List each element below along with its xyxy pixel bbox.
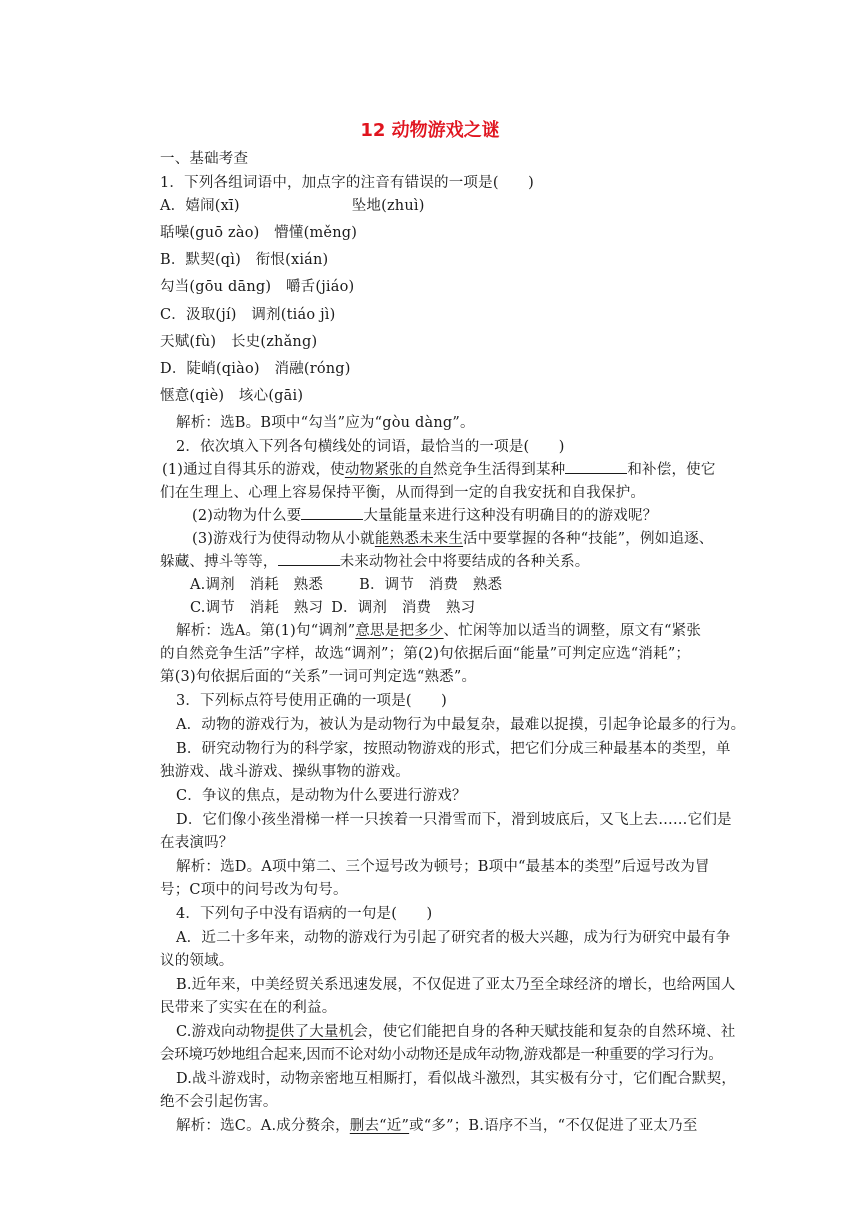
q2-sentence1-line1 <box>162 461 716 479</box>
q2-answer-text2: 、忙闲等加以适当的调整，原文有“紧张 <box>443 623 702 639</box>
q2-s3-text: (3)游戏行为使得动物从小就 <box>192 531 375 547</box>
q2-sentence3-line2 <box>160 553 590 571</box>
q1-b-word3: 勾当(gōu dāng) <box>160 279 272 295</box>
q4-option-a-line1: A．近二十多年来，动物的游戏行为引起了研究者的极大兴趣，成为行为研究中最有争 <box>176 930 731 946</box>
q4-option-c-line1 <box>176 1023 736 1041</box>
q2-s1-underlined: 动物紧张的自 <box>344 462 434 478</box>
q1-c-word4: 长史(zhǎng) <box>230 334 318 350</box>
q3-option-d-line1: D．它们像小孩坐滑梯一样一只挨着一只滑雪而下，滑到坡底后，又飞上去……它们是 <box>176 812 732 828</box>
q2-answer-underlined: 意思是把多少 <box>355 623 444 639</box>
q1-b-word1: B．默契(qì) <box>160 252 241 268</box>
q3-option-b-line2: 独游戏、战斗游戏、操纵事物的游戏。 <box>160 764 410 780</box>
q1-c-word2: 调剂(tiáo jì) <box>251 307 336 323</box>
q1-option-c-line2 <box>160 333 317 351</box>
q2-s3-text4: 未来动物社会中将要结成的各种关系。 <box>339 554 590 570</box>
section-heading: 一、基础考查 <box>160 151 249 167</box>
q4-c-text: C.游戏向动物 <box>176 1024 266 1040</box>
q1-option-c-line1 <box>160 306 335 324</box>
q1-c-word1: C．汲取(jí) <box>160 307 237 323</box>
q1-d-word2: 消融(róng) <box>274 361 351 377</box>
q4-c-text2: 会，使它们能把自身的各种天赋技能和复杂的自然环境、社 <box>353 1024 736 1040</box>
q2-option-a: A.调剂 消耗 熟悉 <box>190 577 324 593</box>
q2-s3-text3: 躲藏、搏斗等等， <box>160 554 278 570</box>
q1-option-d-line1 <box>160 360 351 378</box>
q2-option-c: C.调节 消耗 熟习 <box>190 600 324 616</box>
q2-s1-text3: 和补偿，使它 <box>627 462 716 478</box>
q3-option-a: A．动物的游戏行为，被认为是动物行为中最复杂，最难以捉摸，引起争论最多的行为。 <box>176 717 746 733</box>
q1-option-b-line1 <box>160 251 328 269</box>
q1-a-word1: A．嬉闹(xī) <box>160 198 240 214</box>
q2-options-cd <box>190 599 475 617</box>
q4-option-d-line1: D.战斗游戏时，动物亲密地互相厮打，看似战斗激烈，其实极有分寸，它们配合默契， <box>176 1071 737 1087</box>
q1-a-word3: 聒噪(guō zào) <box>160 225 260 241</box>
q2-stem: 2．依次填入下列各句横线处的词语，最恰当的一项是( ) <box>176 439 565 455</box>
q2-answer-line1 <box>176 622 701 640</box>
q1-c-word3: 天赋(fù) <box>160 334 217 350</box>
q4-answer-text2: 或“多”；B.语序不当，“不仅促进了亚太乃至 <box>409 1118 698 1134</box>
q2-s1-text: (1)通过自得其乐的游戏，使 <box>162 462 345 478</box>
q3-answer-line2: 号；C项中的问号改为句号。 <box>160 882 348 898</box>
q3-answer-line1: 解析：选D。A项中第二、三个逗号改为顿号；B项中“最基本的类型”后逗号改为冒 <box>176 859 710 875</box>
q2-s3-text2: 活中要掌握的各种“技能”，例如追逐、 <box>463 531 714 547</box>
q2-option-d: D．调剂 消费 熟习 <box>331 600 476 616</box>
q4-c-underlined: 提供了大量机 <box>265 1024 354 1040</box>
q4-answer-line1 <box>176 1117 698 1135</box>
fill-blank-3 <box>278 553 340 566</box>
q3-option-c: C．争议的焦点，是动物为什么要进行游戏？ <box>176 788 467 804</box>
q1-a-word2: 坠地(zhuì) <box>351 198 425 214</box>
q2-sentence2 <box>192 507 657 525</box>
q4-option-d-line2: 绝不会引起伤害。 <box>160 1094 278 1110</box>
q3-stem: 3．下列标点符号使用正确的一项是( ) <box>176 693 448 709</box>
q3-option-d-line2: 在表演吗？ <box>160 835 234 851</box>
q4-answer-underlined: 删去“近” <box>349 1118 410 1134</box>
q2-sentence3-line1 <box>192 530 713 548</box>
q3-option-b-line1: B．研究动物行为的科学家，按照动物游戏的形式，把它们分成三种最基本的类型，单 <box>176 741 731 757</box>
q1-d-word3: 惬意(qiè) <box>160 388 225 404</box>
q2-sentence1-line2: 们在生理上、心理上容易保持平衡，从而得到一定的自我安抚和自我保护。 <box>160 485 646 501</box>
q2-s2-text: (2)动物为什么要 <box>192 508 302 524</box>
q2-answer-text: 解析：选A。第(1)句“调剂” <box>176 623 356 639</box>
q1-option-b-line2 <box>160 278 354 296</box>
q4-answer-text: 解析：选C。A.成分赘余， <box>176 1118 350 1134</box>
q1-option-d-line2 <box>160 387 303 405</box>
q1-stem: 1．下列各组词语中，加点字的注音有错误的一项是( ) <box>160 175 534 191</box>
q2-s2-text2: 大量能量来进行这种没有明确目的的游戏呢？ <box>363 508 658 524</box>
q1-d-word4: 垓心(gāi) <box>238 388 304 404</box>
fill-blank-1 <box>565 461 627 474</box>
q1-option-a-line2 <box>160 224 357 242</box>
q2-answer-line3: 第(3)句依据后面的“关系”一词可判定选“熟悉”。 <box>160 669 477 685</box>
page-title: 12 动物游戏之谜 <box>360 120 500 141</box>
q4-option-b-line1: B.近年来，中美经贸关系迅速发展，不仅促进了亚太乃至全球经济的增长，也给两国人 <box>176 977 736 993</box>
q1-b-word2: 衔恨(xián) <box>255 252 329 268</box>
q1-d-word1: D．陡峭(qiào) <box>160 361 260 377</box>
q1-a-word4: 懵懂(měng) <box>274 225 358 241</box>
q2-options-ab <box>190 576 502 594</box>
fill-blank-2 <box>301 507 363 520</box>
q4-option-b-line2: 民带来了实实在在的利益。 <box>160 1000 337 1016</box>
q2-answer-line2: 的自然竞争生活”字样，故选“调剂”；第(2)句依据后面“能量”可判定应选“消耗”； <box>160 646 691 662</box>
q1-b-word4: 嚼舌(jiáo) <box>285 279 355 295</box>
q1-answer: 解析：选B。B项中“勾当”应为“gòu dàng”。 <box>176 415 475 431</box>
q2-s3-underlined: 能熟悉未来生 <box>374 531 464 547</box>
q4-option-c-line2: 会环境巧妙地组合起来,因而不论对幼小动物还是成年动物,游戏都是一种重要的学习行为。 <box>160 1047 723 1063</box>
q4-stem: 4．下列句子中没有语病的一句是( ) <box>176 906 433 922</box>
q4-option-a-line2: 议的领域。 <box>160 953 234 969</box>
q2-s1-text2: 然竞争生活得到某种 <box>433 462 566 478</box>
q2-option-b: B．调节 消费 熟悉 <box>359 577 503 593</box>
q1-option-a-line1 <box>160 197 425 215</box>
